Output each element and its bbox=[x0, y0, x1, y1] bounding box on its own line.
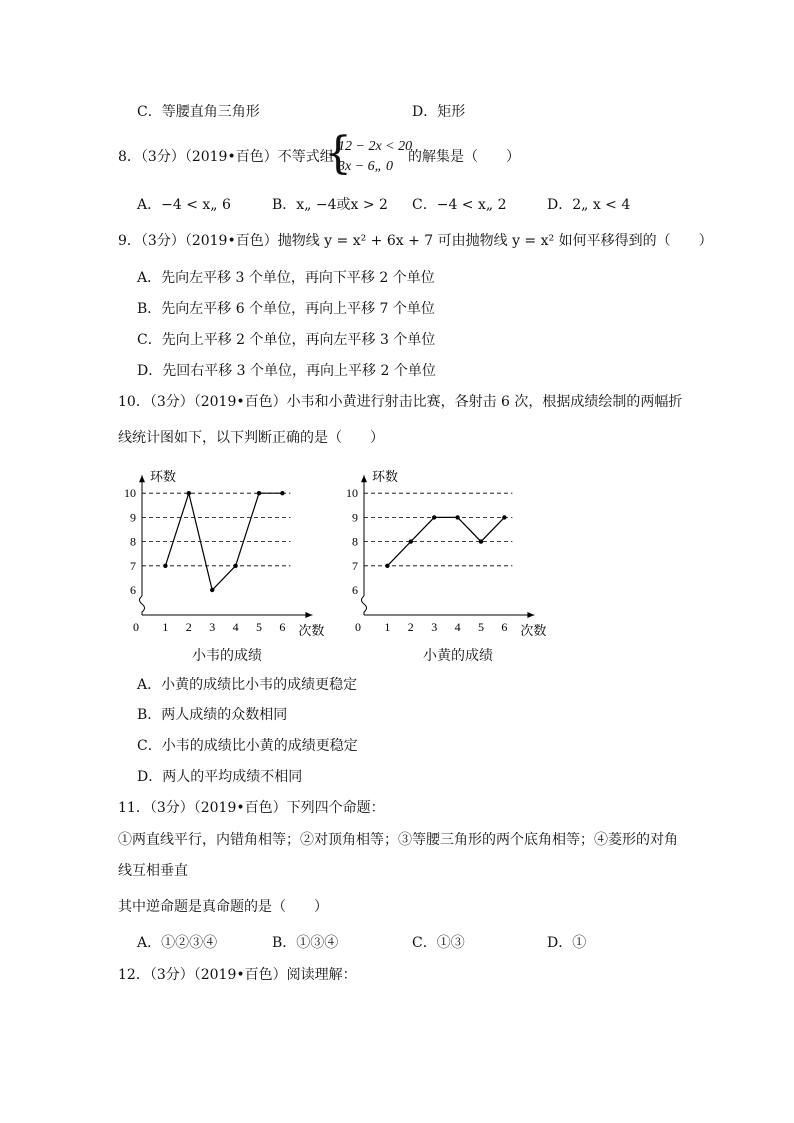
q10-option-d: D．两人的平均成绩不相同 bbox=[137, 769, 303, 785]
q11-propositions-line-1: ①两直线平行，内错角相等；②对顶角相等；③等腰三角形的两个底角相等；④菱形的对角 bbox=[118, 832, 678, 848]
chart-right-y-arrow-icon bbox=[361, 475, 367, 482]
q10-option-b: B．两人成绩的众数相同 bbox=[137, 707, 288, 723]
q11-propositions-line-2: 线互相垂直 bbox=[118, 863, 188, 879]
q9-option-b: B．先向左平移 6 个单位，再向上平移 7 个单位 bbox=[137, 301, 435, 317]
chart-left-x-tick-label: 0 bbox=[133, 620, 139, 634]
chart-right-x-tick-label: 6 bbox=[501, 620, 508, 634]
q8-option-c: C．−4 < x„ 2 bbox=[412, 197, 507, 213]
q8-inequality-system bbox=[324, 128, 414, 180]
chart-right-data-point bbox=[479, 539, 483, 543]
q8-system-line-1: 12 − 2x < 20 bbox=[338, 139, 413, 154]
chart-left-y-tick-label: 10 bbox=[124, 486, 136, 501]
q8-stem-prefix: 8．（3分）（2019•百色）不等式组 bbox=[118, 149, 334, 165]
q8-stem-suffix: 的解集是（ ） bbox=[408, 149, 520, 165]
chart-right-x-tick-label: 5 bbox=[478, 620, 484, 634]
chart-right-y-tick-label: 9 bbox=[352, 510, 358, 525]
chart-left-data-point bbox=[280, 491, 284, 495]
chart-left-x-tick-label: 3 bbox=[209, 620, 216, 634]
q11-option-a: A．①②③④ bbox=[137, 935, 218, 951]
q9-option-c: C．先向上平移 2 个单位，再向左平移 3 个单位 bbox=[137, 332, 436, 348]
q7-option-c: C．等腰直角三角形 bbox=[137, 104, 260, 120]
chart-left-caption: 小韦的成绩 bbox=[192, 648, 262, 664]
chart-right-axis-break-icon bbox=[362, 596, 367, 615]
q10-option-c: C．小韦的成绩比小黄的成绩更稳定 bbox=[137, 738, 358, 754]
chart-left-data-point bbox=[187, 491, 191, 495]
chart-left-y-tick-label: 9 bbox=[130, 510, 136, 525]
chart-right-y-axis-label: 环数 bbox=[372, 469, 399, 485]
chart-right-y-tick-label: 6 bbox=[352, 583, 358, 597]
q11-stem: 11．（3分）（2019•百色）下列四个命题： bbox=[118, 800, 385, 816]
q8-option-a: A．−4 < x„ 6 bbox=[137, 197, 231, 213]
chart-right-x-axis-label: 次数 bbox=[520, 623, 547, 638]
chart-right-data-point bbox=[502, 515, 506, 519]
chart-left-x-tick-label: 6 bbox=[279, 620, 286, 634]
q11-question: 其中逆命题是真命题的是（ ） bbox=[118, 899, 328, 915]
chart-left-data-point bbox=[233, 564, 237, 568]
chart-right-data-point bbox=[455, 515, 459, 519]
chart-left-axis-break-icon bbox=[140, 596, 145, 615]
q11-option-b: B．①③④ bbox=[272, 935, 339, 951]
chart-xiaohuang bbox=[330, 462, 550, 642]
q10-stem-line-1: 10．（3分）（2019•百色）小韦和小黄进行射击比赛，各射击 6 次，根据成绩绘制的两幅折 bbox=[118, 394, 683, 410]
chart-right-caption: 小黄的成绩 bbox=[423, 648, 493, 664]
chart-right-x-tick-label: 3 bbox=[431, 620, 438, 634]
chart-left-x-tick-label: 2 bbox=[185, 620, 192, 634]
chart-left-x-tick-label: 5 bbox=[256, 620, 262, 634]
q10-stem-line-2: 线统计图如下，以下判断正确的是（ ） bbox=[118, 430, 384, 446]
chart-left-y-tick-label: 6 bbox=[130, 583, 136, 597]
chart-left-x-tick-label: 1 bbox=[162, 620, 169, 634]
q8-option-b: B．x„ −4或x > 2 bbox=[272, 197, 388, 213]
chart-left-x-axis-label: 次数 bbox=[298, 623, 325, 638]
q12-stem: 12．（3分）（2019•百色）阅读理解： bbox=[118, 967, 357, 983]
chart-right-data-point bbox=[432, 515, 436, 519]
chart-right-y-tick-label: 7 bbox=[352, 558, 358, 573]
q11-option-d: D．① bbox=[547, 935, 587, 951]
chart-right-x-tick-label: 0 bbox=[355, 620, 361, 634]
chart-left-y-tick-label: 8 bbox=[130, 534, 136, 549]
q9-option-a: A．先向左平移 3 个单位，再向下平移 2 个单位 bbox=[137, 270, 435, 286]
q7-option-d: D．矩形 bbox=[412, 104, 466, 120]
chart-left-y-tick-label: 7 bbox=[130, 558, 136, 573]
q8-option-d: D．2„ x < 4 bbox=[547, 197, 631, 213]
chart-left-x-tick-label: 4 bbox=[232, 620, 239, 634]
chart-right-data-point bbox=[409, 539, 413, 543]
chart-right-x-tick-label: 1 bbox=[384, 620, 391, 634]
chart-left-y-arrow-icon bbox=[139, 475, 145, 482]
q10-option-a: A．小黄的成绩比小韦的成绩更稳定 bbox=[137, 677, 358, 693]
chart-right-x-tick-label: 4 bbox=[454, 620, 461, 634]
chart-left-y-axis-label: 环数 bbox=[150, 469, 177, 485]
chart-left-data-point bbox=[210, 588, 214, 592]
chart-right-data-point bbox=[385, 564, 389, 568]
q8-system-line-2: 3x − 6„ 0 bbox=[338, 159, 393, 174]
chart-right-x-arrow-icon bbox=[527, 612, 534, 618]
q9-stem: 9．（3分）（2019•百色）抛物线 y = x² + 6x + 7 可由抛物线 y = x² 如何平移得到的（ ） bbox=[118, 233, 713, 249]
left-brace-icon: { bbox=[324, 128, 352, 179]
chart-right-y-tick-label: 8 bbox=[352, 534, 358, 549]
chart-right-y-tick-label: 10 bbox=[346, 486, 358, 501]
q11-option-c: C．①③ bbox=[412, 935, 465, 951]
chart-xiaowei bbox=[108, 462, 328, 642]
chart-left-data-point bbox=[163, 564, 167, 568]
chart-left-x-arrow-icon bbox=[305, 612, 312, 618]
chart-right-x-tick-label: 2 bbox=[407, 620, 414, 634]
q9-option-d: D．先回右平移 3 个单位，再向上平移 2 个单位 bbox=[137, 363, 436, 379]
chart-left-data-point bbox=[257, 491, 261, 495]
